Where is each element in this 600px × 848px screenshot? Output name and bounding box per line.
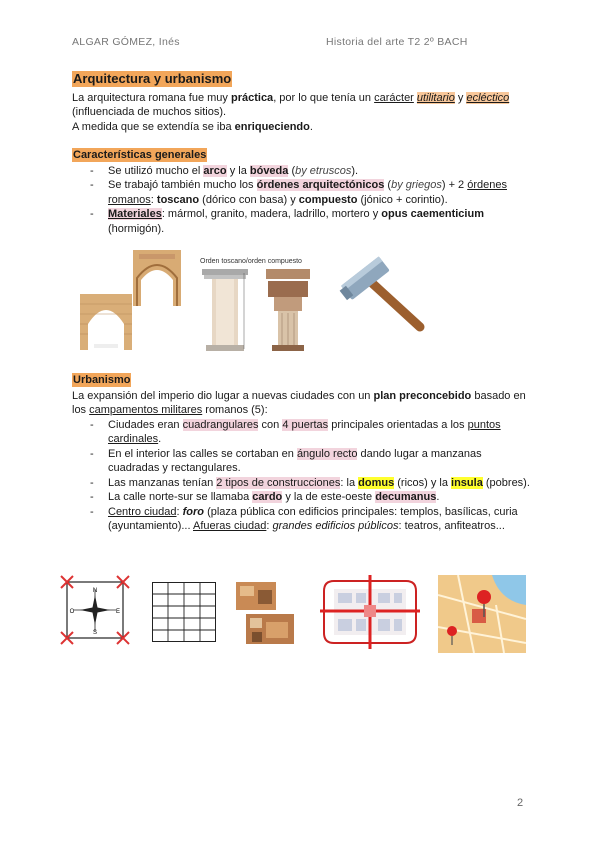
section-urbanismo: [72, 373, 532, 534]
compass-n: N: [92, 588, 98, 594]
list-item: - Ciudades eran cuadrangulares con 4 puertas principales orientadas a los puntos cardinales.: [108, 418, 532, 447]
city-map-image: [438, 575, 526, 653]
brick-arch-image: [80, 250, 132, 350]
tuscan-composite-orders-image: [198, 253, 320, 353]
section-title: Arquitectura y urbanismo: [73, 71, 232, 86]
grid-plan-diagram: [152, 582, 216, 642]
section-title: Urbanismo: [73, 374, 131, 386]
page-number: 2: [517, 797, 524, 809]
urbanismo-intro: La expansión del imperio dio lugar a nuevas ciudades con un plan preconcebido basado en los campamentos militares romanos (5):: [72, 389, 526, 416]
compass-o: O: [69, 609, 75, 615]
hammer-icon: [338, 255, 428, 335]
header-course: Historia del arte T2 2º BACH: [326, 36, 468, 48]
list-item: - Se utilizó mucho el arco y la bóveda (by etruscos).: [108, 164, 532, 179]
compass-s: S: [92, 630, 98, 636]
header-author: ALGAR GÓMEZ, Inés: [72, 36, 180, 48]
section-arquitectura: [72, 71, 532, 134]
intro-paragraph: La arquitectura romana fue muy práctica, por lo que tenía un carácter utilitario y ecléctico (influenciada de muchos sitios). A medida que se extendía se iba enriqueciendo.: [72, 91, 510, 133]
section-caracteristicas: [72, 148, 532, 236]
arch-illustration-image: [133, 250, 181, 306]
list-item: - Las manzanas tenían 2 tipos de construcciones: la domus (ricos) y la insula (pobres).: [108, 476, 532, 491]
list-item: - Centro ciudad: foro (plaza pública con edificios principales: templos, basílicas, curia (ayuntamiento)... Afueras ciudad: grandes edificios públicos: teatros, anfiteatros...: [108, 505, 532, 534]
orders-caption: Orden toscano/orden compuesto: [200, 258, 302, 265]
roman-city-plan-image: [320, 575, 420, 649]
list-item: - Se trabajó también mucho los órdenes arquitectónicos (by griegos) + 2 órdenes romanos: toscano (dórico con basa) y compuesto (jónico + corintio).: [108, 178, 532, 207]
section-title: Características generales: [73, 149, 207, 161]
list-item: - En el interior las calles se cortaban en ángulo recto dando lugar a manzanas cuadradas y rectangulares.: [108, 447, 532, 476]
compass-e: E: [115, 609, 121, 615]
compass-square-diagram: [60, 575, 130, 645]
list-item: - La calle norte-sur se llamaba cardo y la de este-oeste decumanus.: [108, 490, 532, 505]
roman-houses-image: [232, 578, 298, 646]
list-item: - Materiales: mármol, granito, madera, ladrillo, mortero y opus caementicium (hormigón).: [108, 207, 532, 236]
